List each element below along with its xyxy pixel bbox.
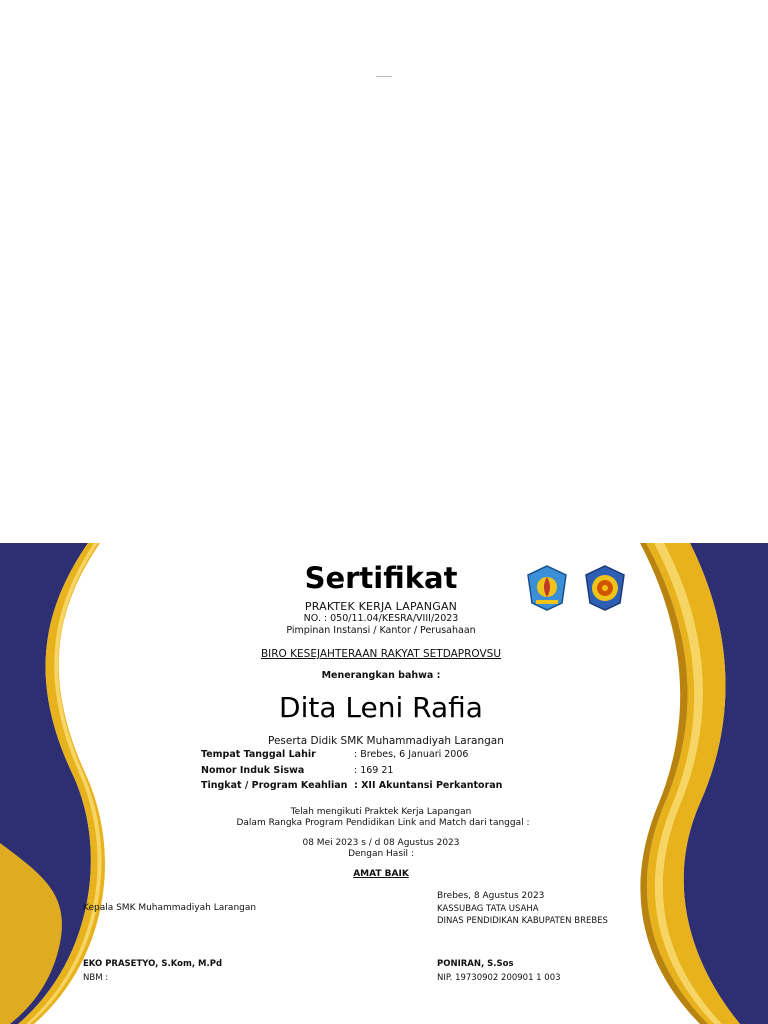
body-text-line: Telah mengikuti Praktek Kerja Lapangan [290, 807, 472, 817]
left-signatory-name: EKO PRASETYO, S.Kom, M.Pd [83, 959, 223, 969]
right-signatory-position: DINAS PENDIDIKAN KABUPATEN BREBES [437, 916, 608, 926]
declares-text: Menerangkan bahwa : [321, 670, 441, 681]
left-signatory-id: NBM : [83, 973, 109, 983]
scan-mark [376, 76, 392, 77]
issuer-line: Pimpinan Instansi / Kantor / Perusahaan [286, 625, 476, 636]
student-id-label: Nomor Induk Siswa [201, 765, 305, 776]
institution-name: BIRO KESEJAHTERAAN RAKYAT SETDAPROVSU [260, 648, 502, 660]
education-office-emblem-icon [580, 563, 630, 613]
right-signatory-id: NIP. 19730902 200901 1 003 [437, 973, 561, 983]
certificate-title: Sertifikat [304, 561, 458, 595]
certificate-subtitle: PRAKTEK KERJA LAPANGAN [304, 600, 458, 613]
student-of-school: Peserta Didik SMK Muhammadiyah Larangan [268, 735, 504, 747]
right-signatory-name: PONIRAN, S.Sos [437, 959, 514, 969]
result-grade: AMAT BAIK [353, 869, 409, 879]
regional-emblem-icon [522, 563, 572, 613]
birth-place-date-value: : Brebes, 6 Januari 2006 [354, 749, 469, 760]
certificate-number: NO. : 050/11.04/KESRA/VIII/2023 [303, 613, 459, 624]
right-signatory-position: KASSUBAG TATA USAHA [437, 904, 539, 914]
certificate [0, 543, 768, 1024]
birth-place-date-label: Tempat Tanggal Lahir [201, 749, 316, 760]
result-intro: Dengan Hasil : [348, 849, 414, 859]
place-and-date: Brebes, 8 Agustus 2023 [437, 891, 545, 901]
internship-period: 08 Mei 2023 s / d 08 Agustus 2023 [302, 838, 460, 848]
program-label: Tingkat / Program Keahlian [201, 780, 348, 791]
program-value: : XII Akuntansi Perkantoran [354, 780, 503, 791]
recipient-name: Dita Leni Rafia [279, 691, 483, 724]
left-signatory-position: Kepala SMK Muhammadiyah Larangan [83, 903, 257, 913]
body-text-line: Dalam Rangka Program Pendidikan Link and Match dari tanggal : [236, 818, 530, 828]
student-id-value: : 169 21 [354, 765, 394, 776]
